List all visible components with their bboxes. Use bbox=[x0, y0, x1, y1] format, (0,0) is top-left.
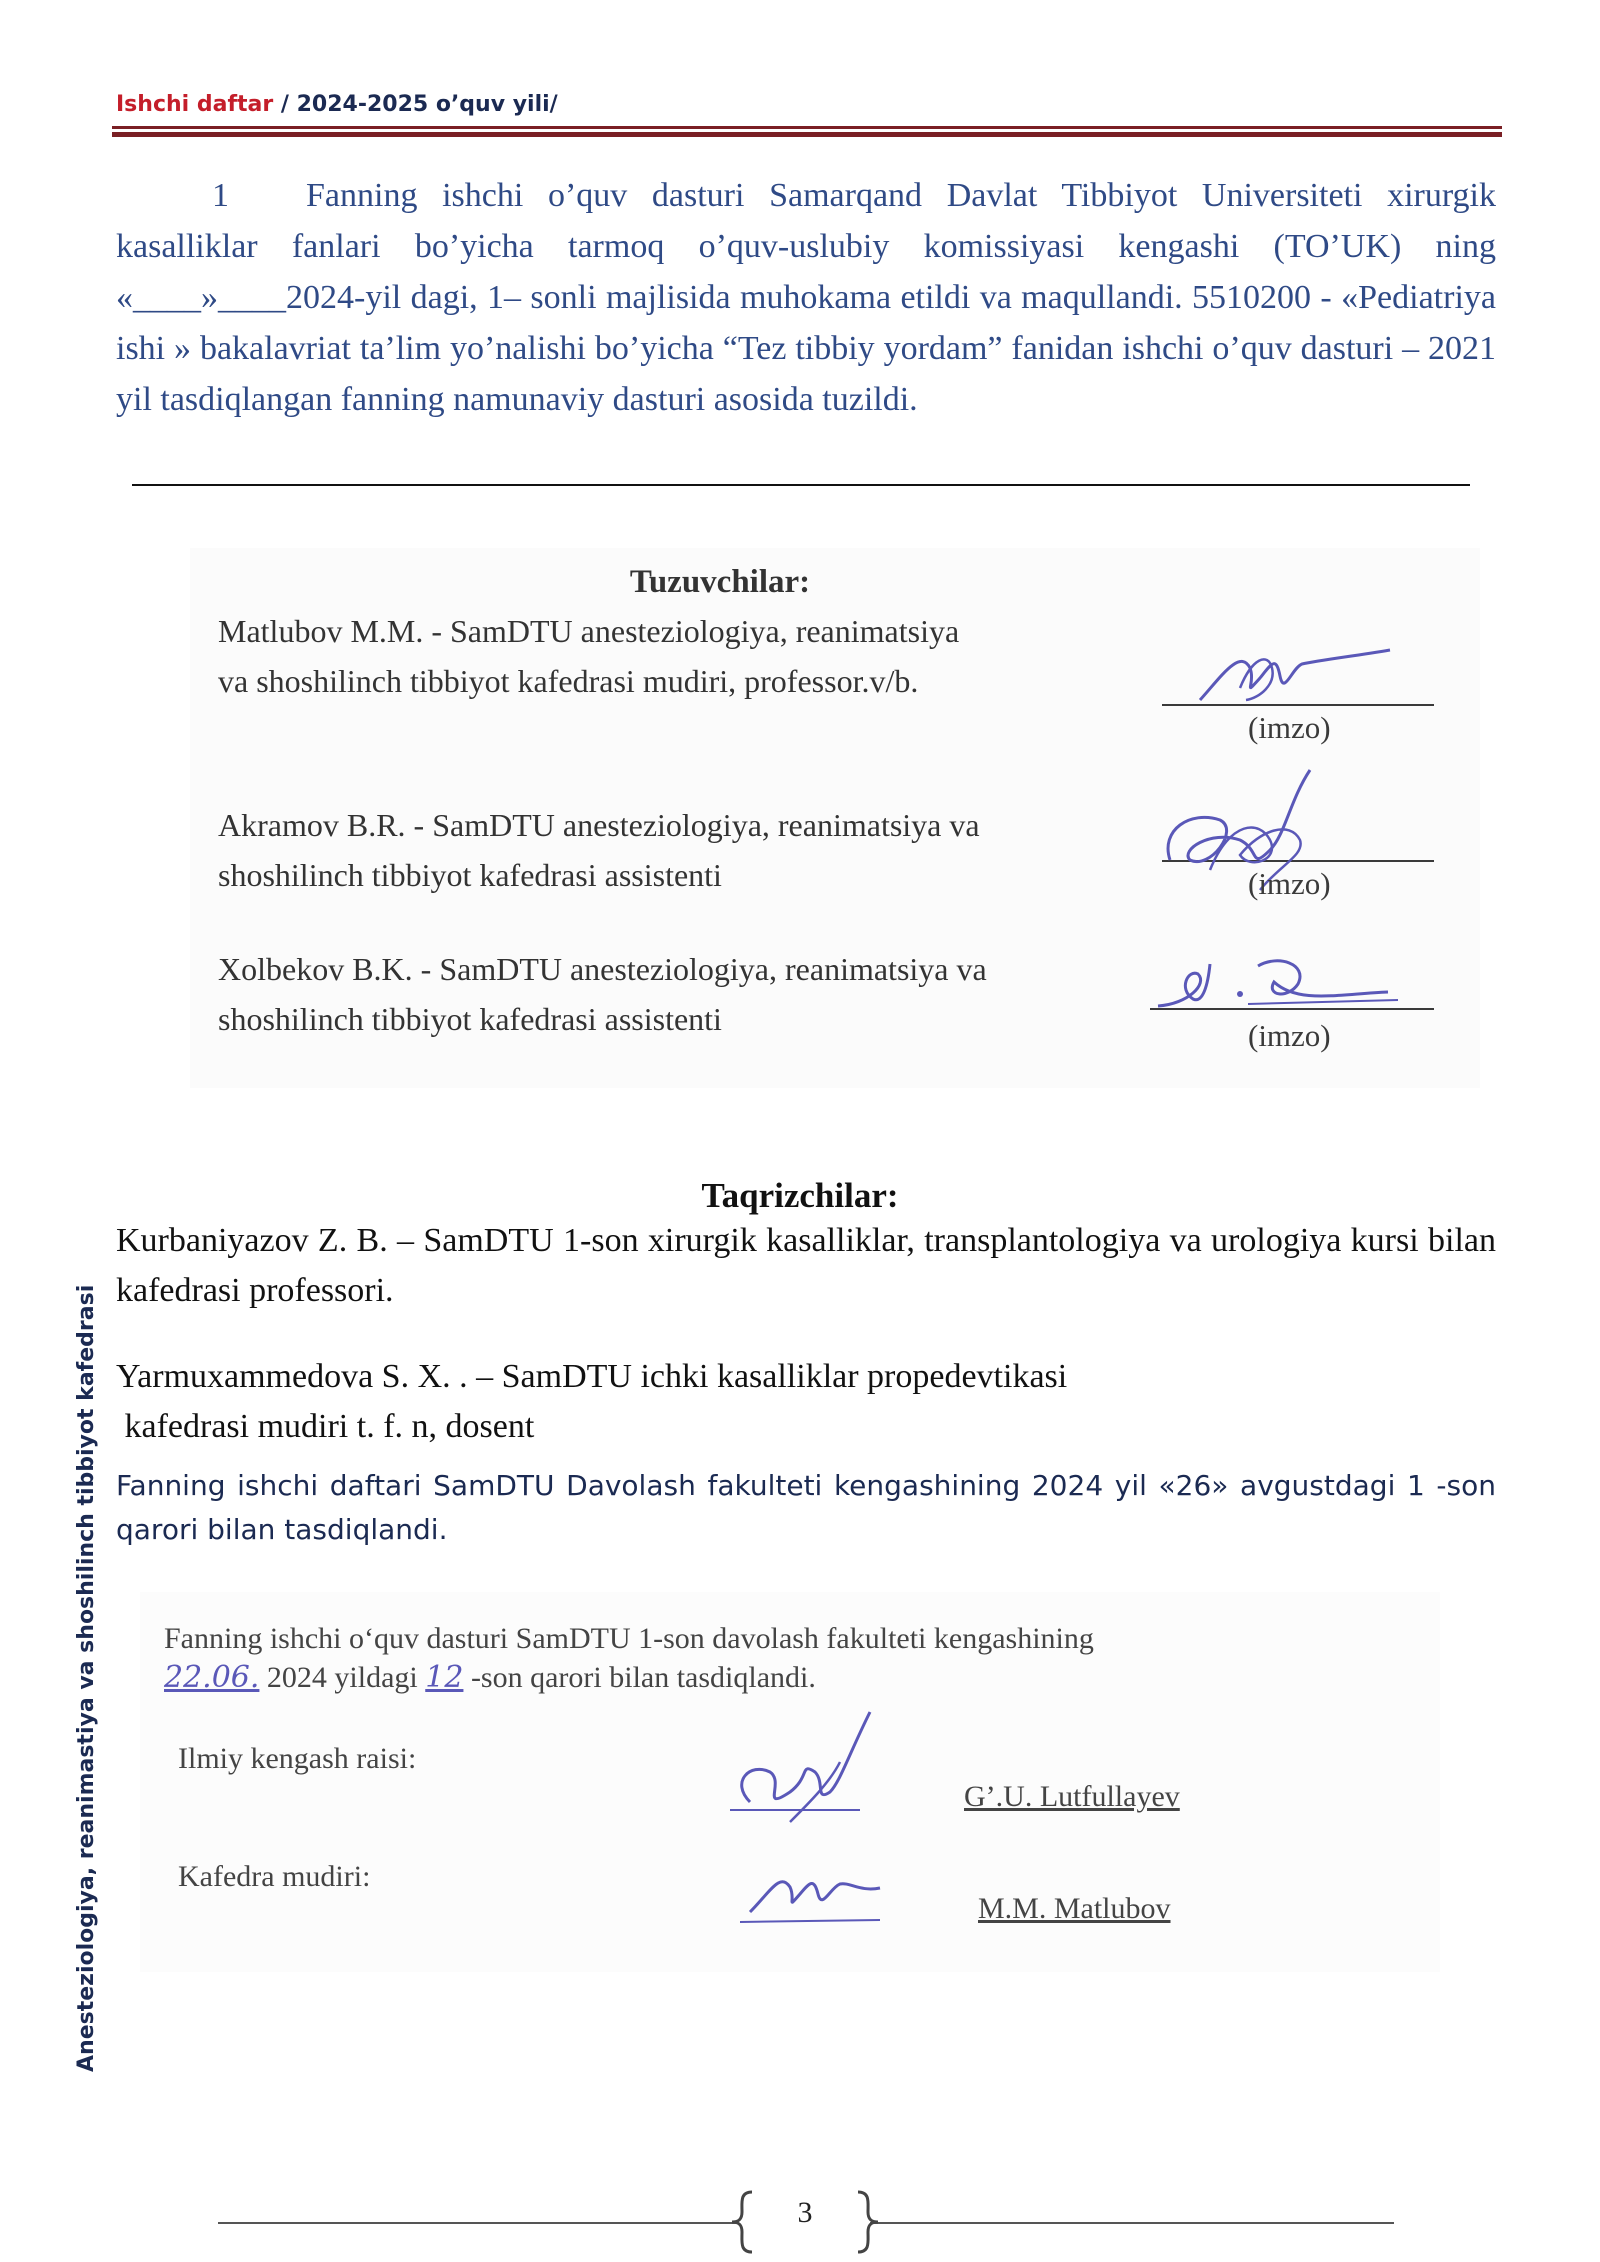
chair-label: Ilmiy kengash raisi: bbox=[178, 1742, 417, 1775]
head-signature-icon bbox=[730, 1852, 890, 1932]
reviewer-2-line2: kafedrasi mudiri t. f. n, dosent bbox=[116, 1408, 535, 1445]
council-line1: Fanning ishchi o‘quv dasturi SamDTU 1-son davolash fakulteti kengashining bbox=[164, 1622, 1094, 1655]
header-rule-thin bbox=[112, 126, 1502, 129]
council-year: 2024 yildagi bbox=[266, 1661, 418, 1694]
running-header bbox=[116, 92, 558, 117]
author-3-line1: Xolbekov B.K. - SamDTU anesteziologiya, reanimatsiya va bbox=[218, 951, 987, 987]
intro-text: Fanning ishchi o’quv dasturi Samarqand Davlat Tibbiyot Universiteti xirurgik kasalliklar fanlari bo’yicha tarmoq o’quv-uslubiy komissiyasi kengashi (TO’UK) ning «____»____2024-yil dagi, 1– sonli majlisida muhokama etildi va maqullandi. 5510200 - «Pediatriya ishi » bakalavriat ta’lim yo’nalishi bo’yicha “Tez tibbiy yordam” fanidan ishchi o’quv dasturi – 2021 yil tasdiqlangan fanning namunaviy dasturi asosida tuzildi. bbox=[116, 177, 1496, 418]
intro-paragraph bbox=[116, 170, 1496, 425]
author-2 bbox=[218, 800, 1178, 900]
head-name: M.M. Matlubov bbox=[978, 1892, 1171, 1925]
signature-3-icon bbox=[1148, 944, 1418, 1024]
reviewer-1: Kurbaniyazov Z. B. – SamDTU 1-son xirurgik kasalliklar, transplantologiya va urologiya kursi bilan kafedrasi professori. bbox=[116, 1222, 1496, 1309]
handwritten-number: 12 bbox=[425, 1660, 464, 1695]
author-2-line2: shoshilinch tibbiyot kafedrasi assistenti bbox=[218, 857, 722, 893]
handwritten-date: 22.06. bbox=[164, 1660, 260, 1695]
author-1 bbox=[218, 606, 1178, 706]
authors-title: Tuzuvchilar: bbox=[629, 564, 811, 600]
separator-line bbox=[132, 484, 1470, 486]
authors-scan bbox=[190, 548, 1480, 1088]
sign-label-3: (imzo) bbox=[1248, 1018, 1331, 1053]
council-line2 bbox=[164, 1660, 816, 1695]
reviewer-2-line1: Yarmuxammedova S. X. . – SamDTU ichki kasalliklar propedevtikasi bbox=[116, 1358, 1068, 1395]
footer-line-right bbox=[870, 2222, 1394, 2224]
author-2-line1: Akramov B.R. - SamDTU anesteziologiya, reanimatsiya va bbox=[218, 807, 980, 843]
author-3-line2: shoshilinch tibbiyot kafedrasi assistenti bbox=[218, 1001, 722, 1037]
author-3 bbox=[218, 944, 1178, 1044]
side-department-label: Anesteziologiya, reanimastiya va shoshilinch tibbiyot kafedrasi bbox=[74, 1284, 99, 2072]
page-number: 3 bbox=[797, 2196, 813, 2229]
header-rule-thick bbox=[112, 132, 1502, 137]
reviewers-title: Taqrizchilar: bbox=[701, 1176, 899, 1215]
header-title: Ishchi daftar bbox=[116, 92, 274, 117]
footer-line-left bbox=[218, 2222, 738, 2224]
sign-label-1: (imzo) bbox=[1248, 710, 1331, 745]
author-1-line2: va shoshilinch tibbiyot kafedrasi mudiri, professor.v/b. bbox=[218, 663, 919, 699]
intro-number: 1 bbox=[212, 177, 229, 214]
approval-note: Fanning ishchi daftari SamDTU Davolash fakulteti kengashining 2024 yil «26» avgustdagi 1 -son qarori bilan tasdiqlandi. bbox=[116, 1469, 1496, 1546]
header-subtitle: / 2024-2025 o’quv yili/ bbox=[273, 92, 558, 117]
chair-signature-icon bbox=[720, 1702, 900, 1842]
sign-label-2: (imzo) bbox=[1248, 866, 1331, 901]
signature-1-icon bbox=[1180, 638, 1440, 718]
head-label: Kafedra mudiri: bbox=[178, 1860, 371, 1893]
council-scan bbox=[140, 1592, 1440, 1972]
author-1-line1: Matlubov M.M. - SamDTU anesteziologiya, reanimatsiya bbox=[218, 613, 960, 649]
council-line2-end: -son qarori bilan tasdiqlandi. bbox=[470, 1661, 816, 1694]
chair-name: G’.U. Lutfullayev bbox=[964, 1780, 1180, 1813]
